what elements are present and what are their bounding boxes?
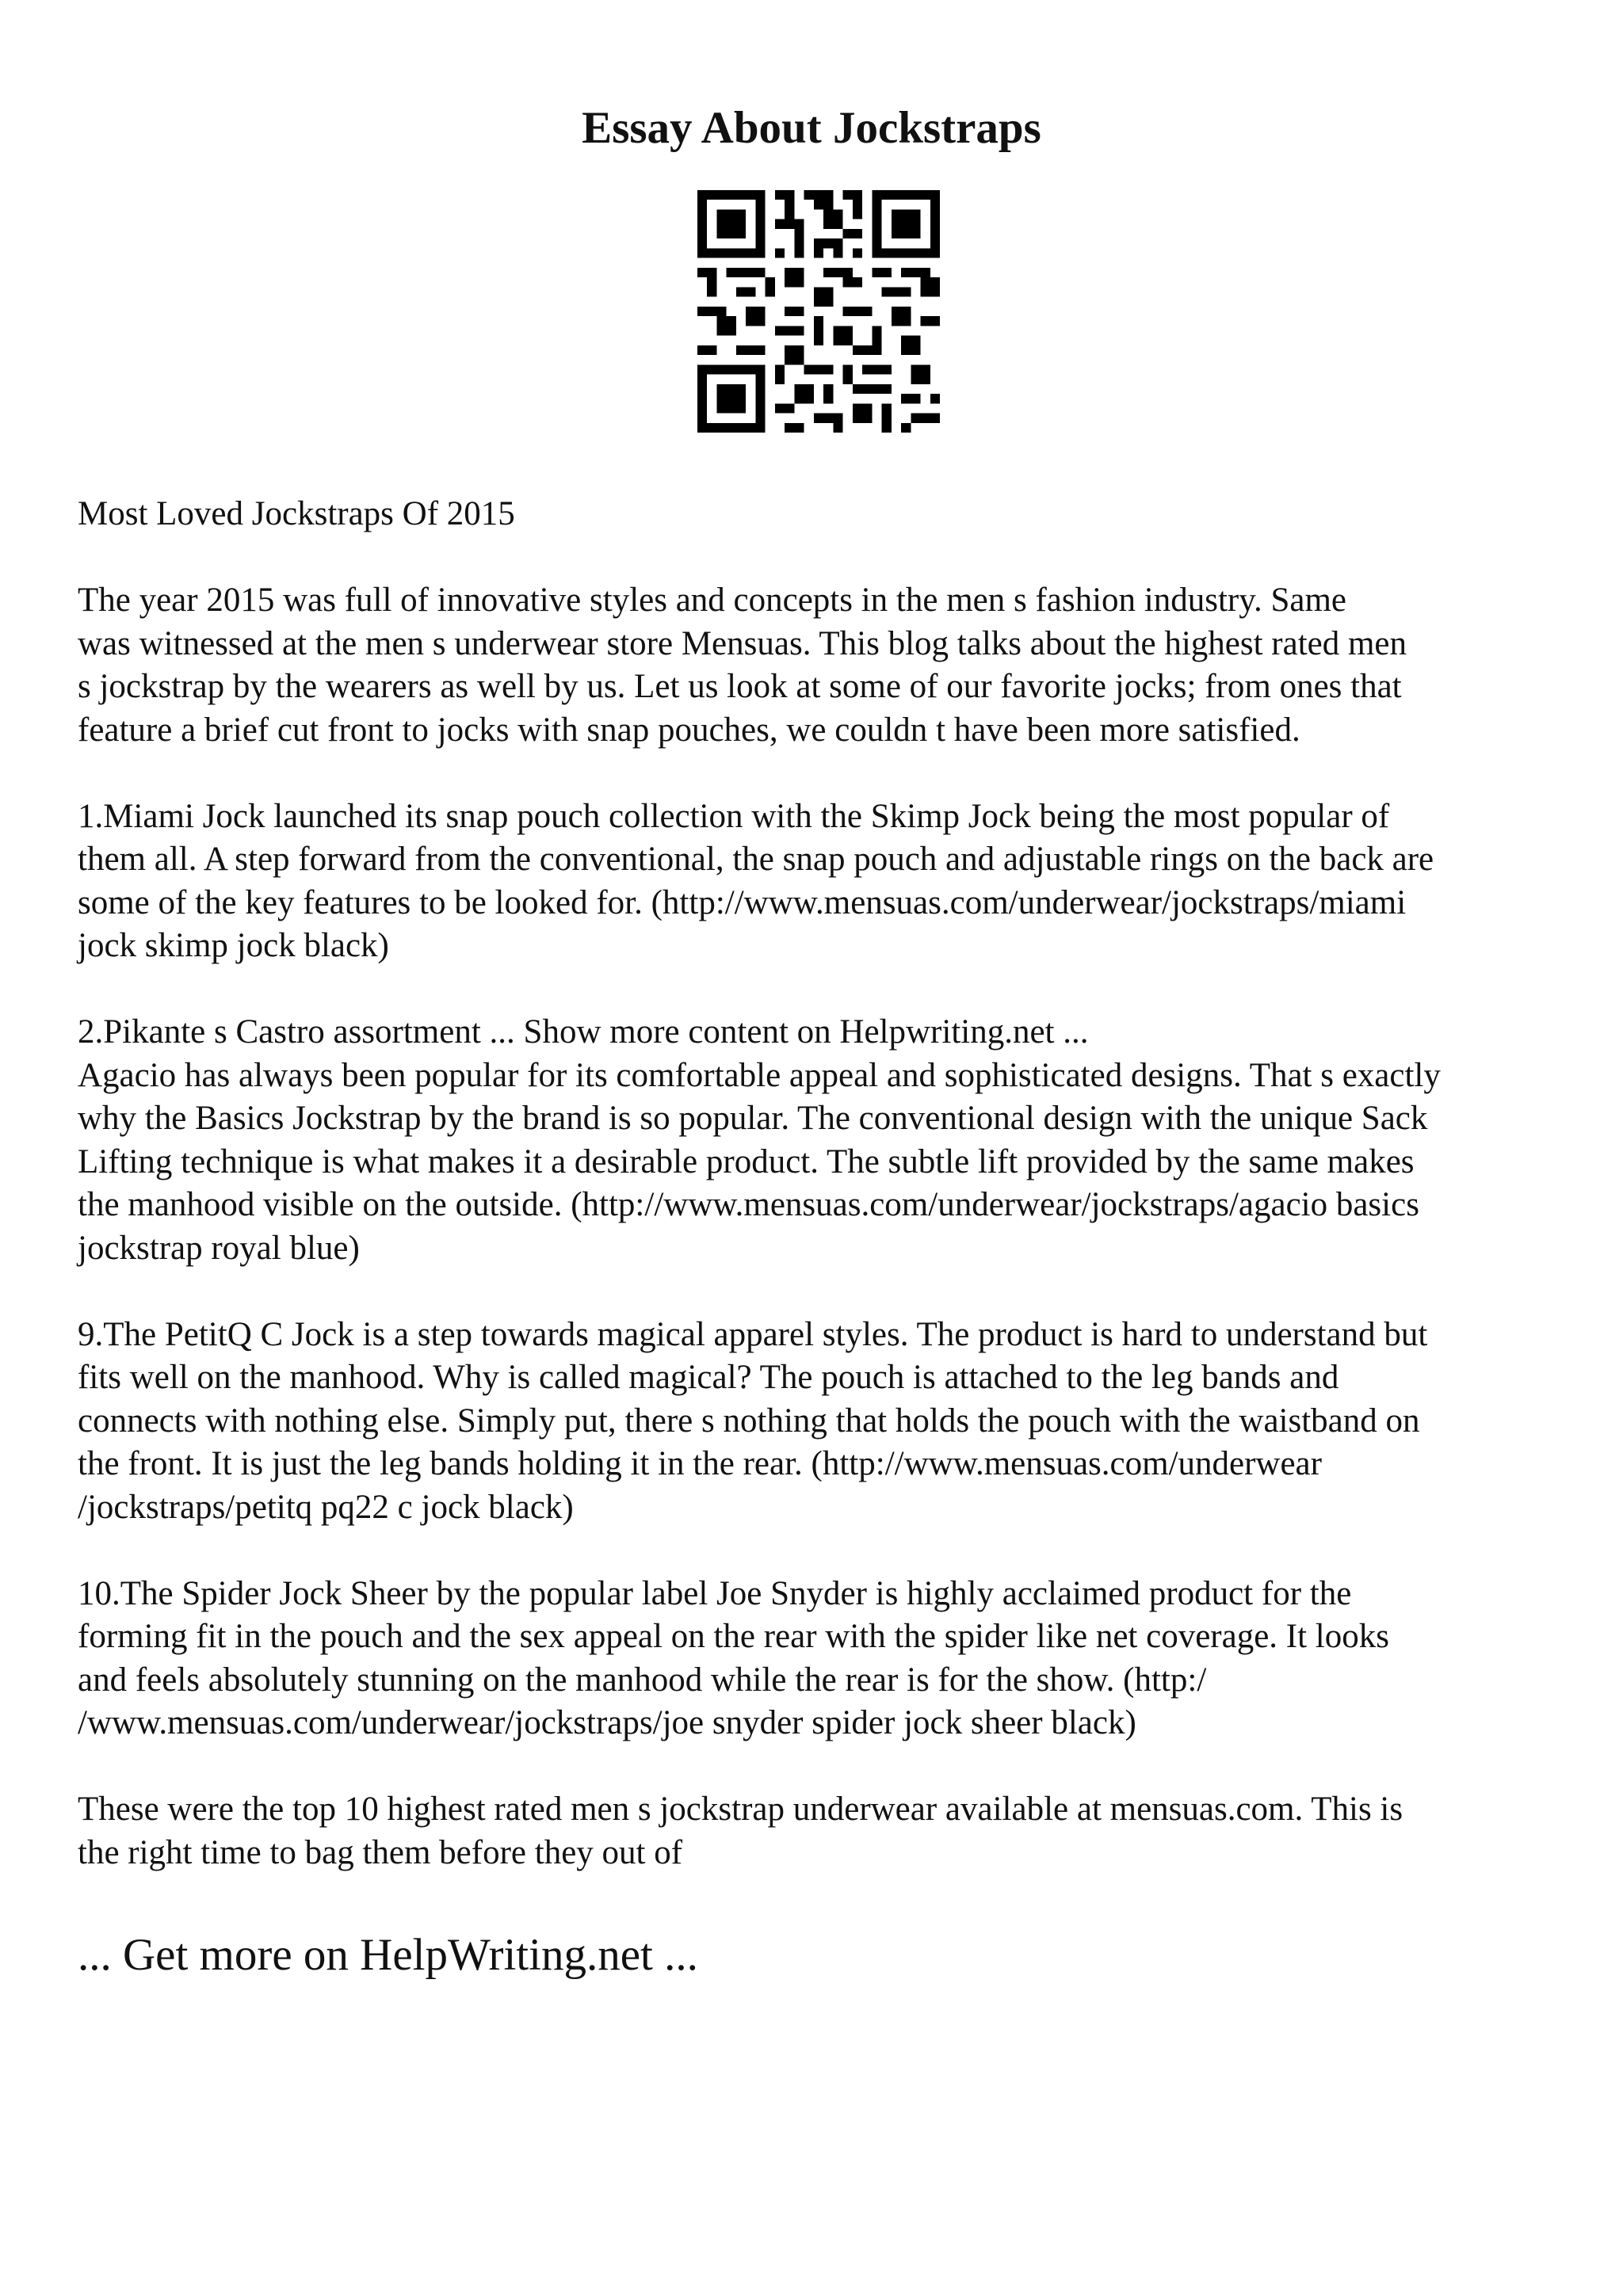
paragraph-conclusion: These were the top 10 highest rated men s jockstrap underwear available at mensuas.com. This is the right time to bag them before they out of [78,1791,1403,1871]
qr-code-icon [697,190,940,433]
page-title: Essay About Jockstraps [582,103,1041,153]
get-more-link[interactable]: ... Get more on HelpWriting.net ... [78,1930,698,1980]
paragraph-heading: Most Loved Jockstraps Of 2015 [78,495,515,532]
paragraph-item-10: 10.The Spider Jock Sheer by the popular label Joe Snyder is highly acclaimed product for the forming fit in the pouch and the sex appeal on the rear with the spider like net coverage. It looks and feels absolutely stunning on the manhood while the rear is for the show. (http:/ /www.mensuas.com/underwear/jockstraps/joe snyder spider jock sheer black) [78,1574,1389,1741]
paragraph-item-1: 1.Miami Jock launched its snap pouch collection with the Skimp Jock being the most popular of them all. A step forward from the conventional, the snap pouch and adjustable rings on the back are some of the key features to be looked for. (http://www.mensuas.com/underwear/jockstraps/miami jock skimp jock black) [78,797,1434,964]
paragraph-item-2: 2.Pikante s Castro assortment ... Show more content on Helpwriting.net ... Agacio has always been popular for its comfortable appeal and sophisticated designs. That s exactly why the Basics Jockstrap by the brand is so popular. The conventional design with the unique Sack Lifting technique is what makes it a desirable product. The subtle lift provided by the same makes the manhood visible on the outside. (http://www.mensuas.com/underwear/jockstraps/agacio basics jockstrap royal blue) [78,1013,1441,1267]
paragraph-intro: The year 2015 was full of innovative styles and concepts in the men s fashion industry. Same was witnessed at the men s underwear store Mensuas. This blog talks about the highest rated men s jockstrap by the wearers as well by us. Let us look at some of our favorite jocks; from ones that feature a brief cut front to jocks with snap pouches, we couldn t have been more satisfied. [78,582,1407,749]
essay-body [78,493,1568,1918]
paragraph-item-9: 9.The PetitQ C Jock is a step towards magical apparel styles. The product is hard to understand but fits well on the manhood. Why is called magical? The pouch is attached to the leg bands and connects with nothing else. Simply put, there s nothing that holds the pouch with the waistband on the front. It is just the leg bands holding it in the rear. (http://www.mensuas.com/underwear /jockstraps/petitq pq22 c jock black) [78,1315,1428,1526]
